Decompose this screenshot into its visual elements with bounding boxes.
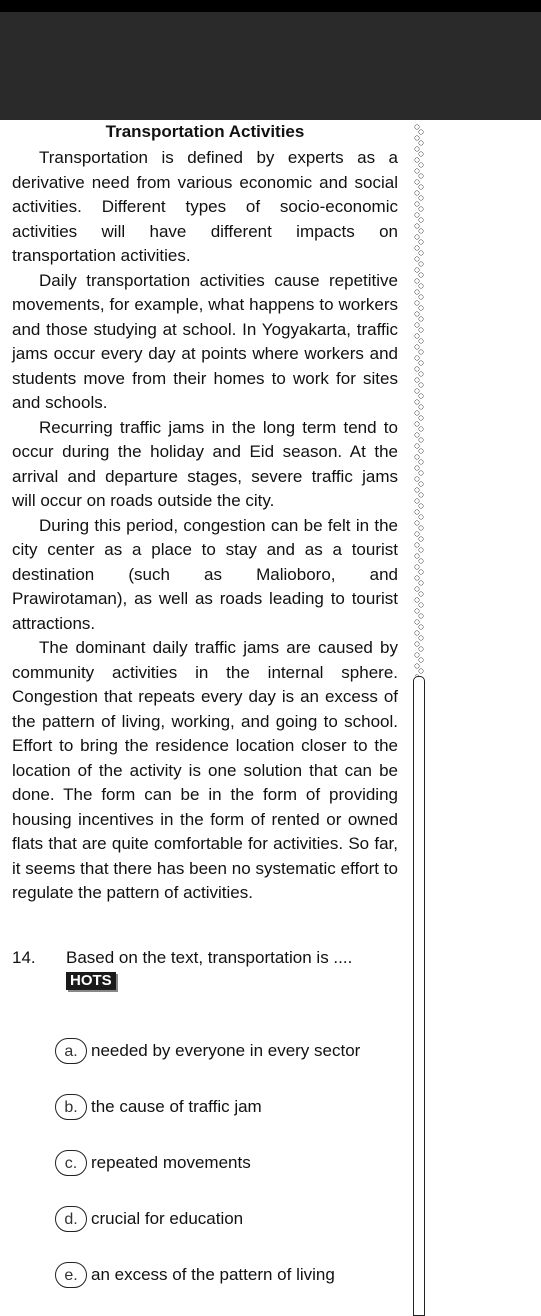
option-text: needed by everyone in every sector [91, 1041, 361, 1060]
paragraph-4: During this period, congestion can be felt in the city center as a place to stay and as a tourist destination (such as Malioboro, and Prawirotaman), as well as roads leading to tourist attractions. [12, 515, 398, 633]
question-number: 14. [12, 948, 36, 967]
option-d[interactable] [55, 1191, 360, 1247]
option-e[interactable] [55, 1247, 360, 1303]
passage-title: Transportation Activities [105, 122, 305, 141]
hots-badge: HOTS [66, 972, 116, 990]
option-letter: b. [55, 1094, 87, 1120]
option-text: an excess of the pattern of living [91, 1265, 335, 1284]
paragraph-1: Transportation is defined by experts as a derivative need from various economic and social activities. Different types of socio-economic activities will have different impacts on transportation activities. [12, 148, 398, 265]
reading-passage [12, 120, 398, 906]
question-text: Based on the text, transportation is .... [66, 948, 353, 967]
option-text: the cause of traffic jam [91, 1097, 262, 1116]
paragraph-5: The dominant daily traffic jams are caused by community activities in the internal sphere. Congestion that repeats every day is an excess of the pattern of living, working, and going to school. Effort to bring the residence location closer to the location of the activity is one solution that can be done. The form can be in the form of providing housing incentives in the form of rented or owned flats that are quite comfortable for activities. So far, it seems that there has been no systematic effort to regulate the pattern of activities. [12, 638, 398, 902]
option-letter: d. [55, 1206, 87, 1232]
option-letter: a. [55, 1038, 87, 1064]
answer-options [55, 1023, 360, 1303]
margin-frame-border [413, 676, 425, 1316]
margin-dot-border [414, 124, 424, 676]
option-c[interactable] [55, 1135, 360, 1191]
option-b[interactable] [55, 1079, 360, 1135]
option-letter: e. [55, 1262, 87, 1288]
option-letter: c. [55, 1150, 87, 1176]
paragraph-3: Recurring traffic jams in the long term tend to occur during the holiday and Eid season. At the arrival and departure stages, severe traffic jams will occur on roads outside the city. [12, 417, 398, 510]
option-a[interactable] [55, 1023, 360, 1079]
option-text: crucial for education [91, 1209, 244, 1228]
top-bar [0, 0, 541, 12]
paragraph-2: Daily transportation activities cause repetitive movements, for example, what happens to workers and those studying at school. In Yogyakarta, traffic jams occur every day at points where workers and students move from their homes to work for sites and schools. [12, 270, 398, 412]
option-text: repeated movements [91, 1153, 251, 1172]
header-band [0, 12, 541, 120]
